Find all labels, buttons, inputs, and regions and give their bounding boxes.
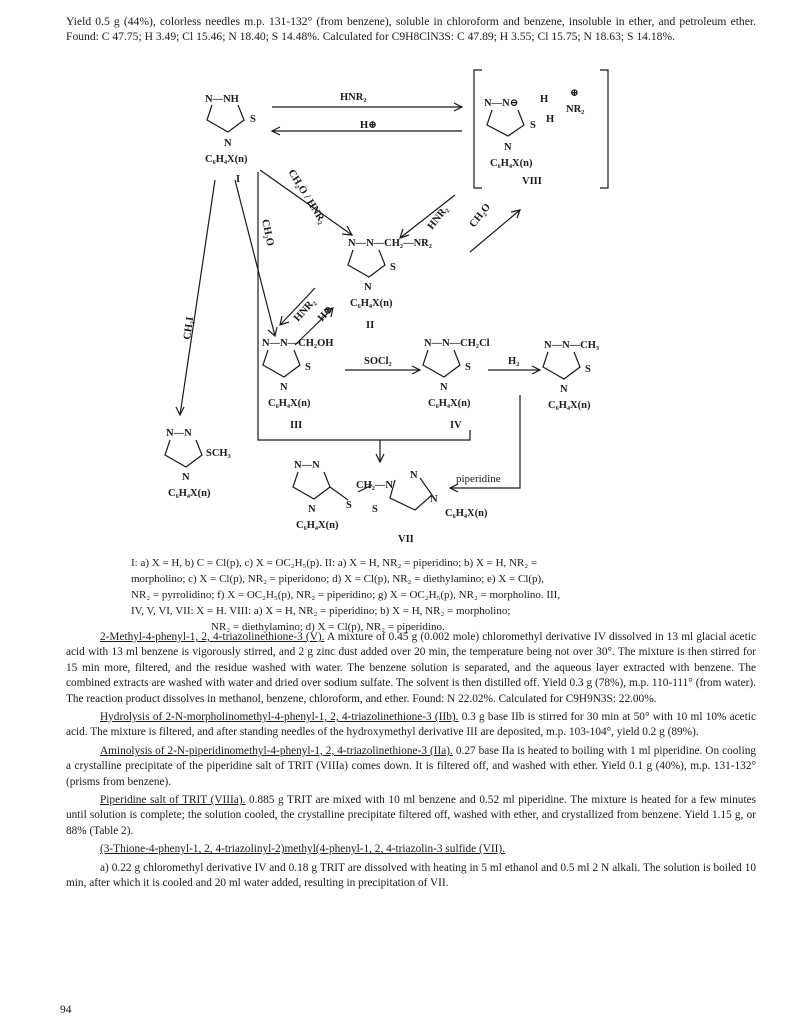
V-top: N—N—CH₃	[544, 340, 600, 351]
V-s: S	[585, 364, 591, 375]
ring-I	[207, 105, 244, 132]
II-label: II	[366, 320, 375, 331]
VII-sub1: C₆H₄X(n)	[296, 520, 339, 531]
arrow-socl2: SOCl₂	[364, 356, 392, 367]
arrow-piperidine: piperidine	[456, 473, 501, 485]
VIII-h: H	[540, 94, 549, 105]
paragraph-text: 0.27 base IIa is heated to boiling with 1 ml piperidine. On cooling a crystalline precipitate of the piperidine salt of TRIT (VIIIa) comes down. It is filtered off, and washed with ether. Yield 0.1 g (40%), m.p. 131-132° (prisms from benzene).	[66, 744, 756, 788]
VI-n: N	[182, 472, 190, 483]
VI-sch3: SCH₃	[206, 448, 231, 459]
legend-line: IV, V, VI, VII: X = H. VIII: a) X = H, NR₂ = piperidino; b) X = H, NR₂ = morpholino;	[131, 605, 511, 617]
VIII-plus: ⊕	[570, 88, 579, 99]
VII-left-top: N—N	[294, 460, 320, 471]
page-number: 94	[60, 1004, 72, 1016]
ring-VIII	[487, 110, 524, 136]
VIII-n: N	[504, 142, 512, 153]
II-top: N—N—CH₂—NR₂	[348, 238, 432, 249]
paragraph-hydrolysis	[66, 710, 756, 741]
paragraph-title: Hydrolysis of 2-N-morpholinomethyl-4-phenyl-1, 2, 4-triazolinethione-3 (IIb).	[100, 711, 459, 724]
arrow-h-plus-c: H⊕	[316, 304, 336, 325]
paragraph-title: Piperidine salt of TRIT (VIIIa).	[100, 794, 246, 807]
I-n: N	[224, 138, 232, 149]
VI-sub: C₆H₄X(n)	[168, 488, 211, 499]
arrow-hnr2-c: HNR₂	[292, 296, 318, 325]
top-paragraph: Yield 0.5 g (44%), colorless needles m.p. 131-132° (from benzene), soluble in chloroform and benzene, insoluble in ether, and petroleum ether. Found: C 47.75; H 3.49; Cl 15.46; N 18.40; S 14.48%. Calculated for C9H8ClN3S: C 47.89; H 3.55; Cl 15.75; N 18.63; S 14.18%.	[66, 15, 756, 43]
paragraph-text: A mixture of 0.45 g (0.002 mole) chloromethyl derivative IV dissolved in 13 ml glacial acetic acid with 13 ml benzene is vigorously stirred, and 2 g zinc dust added over 20 min, the temperature being not over 30°. The mixture is then stirred for 15 min more, filtered, and the residue washed with water. The benzene solution is separated, and the aqueous layer extracted with benzene. The combined extracts are washed with water and dried over sodium sulfate. The solvent is then distilled off. Yield 0.3 g (78%), m.p. 110-111° (from water). The reaction product dissolves in methanol, benzene, chloroform, and ether. Found: N 22.02%. Calculated for C9H9N3S: 22.00%.	[66, 631, 756, 705]
legend-line: NR₂ = pyrrolidino; f) X = OC₂H₅(p), NR₂ = piperidino; g) X = OC₂H₅(p), NR₂ = morpholino. III,	[131, 589, 561, 601]
legend-line: morpholino; c) X = Cl(p), NR₂ = piperidono; d) X = Cl(p), NR₂ = diethylamino; e) X = Cl(p),	[131, 573, 544, 585]
I-label: I	[236, 174, 241, 185]
legend-line: NR₂ = diethylamino; d) X = Cl(p), NR₂ = piperidino.	[211, 621, 445, 633]
paragraph-title: 2-Methyl-4-phenyl-1, 2, 4-triazolinethione-3 (V).	[100, 631, 325, 643]
VII-s2: S	[372, 504, 378, 515]
VIII-s: S	[530, 120, 536, 131]
paragraph-vii-a	[66, 861, 756, 892]
paragraph-title: Aminolysis of 2-N-piperidinomethyl-4-phenyl-1, 2, 4-triazolinethione-3 (IIa).	[100, 744, 453, 757]
paragraph-title: (3-Thione-4-phenyl-1, 2, 4-triazolinyl-2)methyl(4-phenyl-1, 2, 4-triazolin-3 sulfide (VII).	[100, 843, 505, 856]
VIII-nr2: NR₂	[566, 104, 585, 115]
arrow-hnr2: HNR₂	[340, 92, 367, 103]
arrow-ch2o-hnr2: CH₂O / HNR₂	[285, 167, 328, 226]
arrow-hnr2-b: HNR₂	[425, 204, 451, 232]
V-sub: C₆H₄X(n)	[548, 400, 591, 411]
VI-top: N—N	[166, 428, 192, 439]
VII-ch2: CH₂—N	[356, 480, 393, 491]
VIII-top: N—N⊖	[484, 98, 519, 109]
VIII-hs: H	[546, 114, 555, 125]
I-nh: N—NH	[205, 94, 239, 105]
III-top: N—N—CH₂OH	[262, 338, 334, 349]
paragraph-text: 0.885 g TRIT are mixed with 10 ml benzene and 0.52 ml piperidine. The mixture is heated for a few minutes until solution is complete; the solution cooled, the crystalline precipitate filtered off, washed with ether, and crystallized from benzene. Yield 1.15 g, or 88% (Table 2).	[66, 794, 756, 837]
body-text	[66, 630, 756, 895]
arrow-ch2o-b: CH₂O	[467, 201, 494, 230]
VII-n2: N	[410, 470, 418, 481]
paragraph-aminolysis	[66, 744, 756, 790]
IV-label: IV	[450, 420, 462, 431]
VII-sub2: C₆H₄X(n)	[445, 508, 488, 519]
II-sub: C₆H₄X(n)	[350, 298, 393, 309]
II-n: N	[364, 282, 372, 293]
II-s: S	[390, 262, 396, 273]
VII-n3: N	[430, 494, 438, 505]
III-s: S	[305, 362, 311, 373]
III-label: III	[290, 420, 303, 431]
VIII-sub: C₆H₄X(n)	[490, 158, 533, 169]
IV-top: N—N—CH₂Cl	[424, 338, 490, 349]
III-n: N	[280, 382, 288, 393]
legend-line: I: a) X = H, b) C = Cl(p), c) X = OC₂H₅(p). II: a) X = H, NR₂ = piperidino; b) X = H, NR₂ =	[131, 557, 538, 569]
I-sub: C₆H₄X(n)	[205, 154, 248, 165]
VII-label: VII	[398, 534, 414, 545]
III-sub: C₆H₄X(n)	[268, 398, 311, 409]
paragraph-text: a) 0.22 g chloromethyl derivative IV and 0.18 g TRIT are dissolved with heating in 5 ml ethanol and 0.5 ml 2 N alkali. The solution is boiled 10 min, after which it is cooled and 20 ml water added, resulting in precipitation of VII.	[66, 861, 756, 890]
paragraph-vii-title	[66, 842, 756, 857]
VII-s-link: S	[346, 500, 352, 511]
VII-n-left: N	[308, 504, 316, 515]
IV-n: N	[440, 382, 448, 393]
paragraph-v	[66, 630, 756, 707]
arrow-h-plus: H⊕	[360, 120, 377, 131]
compound-legend	[131, 555, 691, 635]
paragraph-text: 0.3 g base IIb is stirred for 30 min at 50° with 10 ml 10% acetic acid. The mixture is filtered, and after standing needles of the hydroxymethyl derivative III are deposited, m.p. 103-104°, yield 0.2 g (89%).	[66, 711, 756, 739]
IV-sub: C₆H₄X(n)	[428, 398, 471, 409]
IV-s: S	[465, 362, 471, 373]
V-n: N	[560, 384, 568, 395]
arrow-h2: H₂	[508, 356, 520, 367]
reaction-scheme	[0, 60, 796, 550]
I-s: S	[250, 114, 256, 125]
arrow-ch3i: CH₃I	[182, 316, 197, 341]
arrow-ch2o: CH₂O	[259, 218, 276, 248]
VIII-label: VIII	[522, 176, 542, 187]
paragraph-piperidine-salt	[66, 793, 756, 839]
